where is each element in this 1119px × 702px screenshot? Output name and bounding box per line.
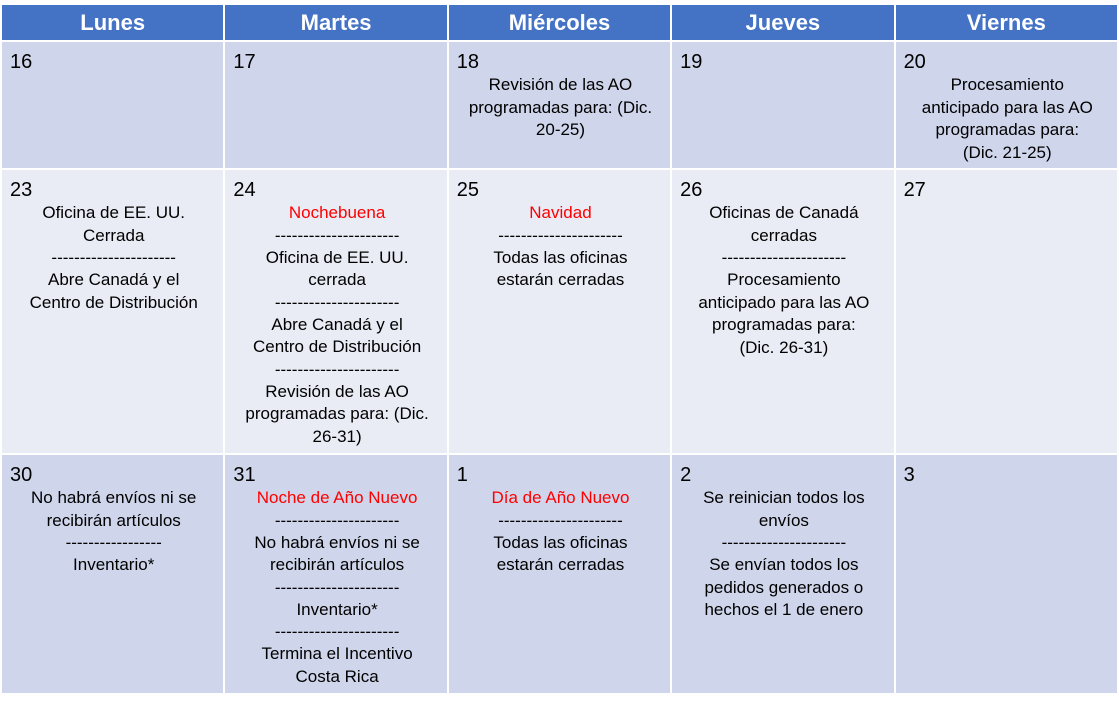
event-text: Oficinas de Canadá [709,203,859,222]
event-text: Procesamiento [727,270,841,289]
day-number: 25 [456,179,480,201]
event-text: anticipado para las AO [698,292,870,312]
day-number: 1 [456,464,468,486]
event-text: Abre Canadá y el [271,314,403,334]
holiday-label: Día de Año Nuevo [491,488,630,507]
day-cell [896,455,1117,693]
day-number: 19 [680,51,703,73]
event-text: recibirán artículos [46,510,181,530]
event-text: Inventario* [73,555,155,574]
week-row [2,42,1117,168]
separator-line: ----------------- [65,533,162,552]
header-tuesday: Martes [225,5,446,40]
event-text: (Dic. 26-31) [739,337,829,357]
event-text: programadas para: (Dic. [245,404,429,423]
day-cell [896,42,1117,168]
event-text: Se reinician todos los [703,488,865,507]
event-text: Oficina de EE. UU. [42,203,186,222]
holiday-label: Noche de Año Nuevo [256,488,418,507]
day-number: 23 [10,179,33,201]
event-text: estarán cerradas [496,555,625,574]
event-text: No habrá envíos ni se [254,532,420,552]
event-text: 20-25) [535,120,586,139]
event-text: hechos el 1 de enero [704,600,864,619]
day-cell [672,170,893,453]
day-number: 27 [903,179,926,201]
separator-line: ---------------------- [721,533,847,552]
day-number: 26 [680,179,703,201]
day-cell [896,170,1117,453]
day-cell [225,455,446,693]
day-number: 2 [680,464,692,486]
event-text: Revisión de las AO [265,381,409,401]
separator-line: ---------------------- [498,225,623,245]
event-text: anticipado para las AO [921,97,1093,117]
day-cell [672,42,893,168]
day-number: 20 [903,51,926,73]
event-text: estarán cerradas [496,270,625,289]
event-text: cerradas [750,225,817,245]
event-text: Centro de Distribución [252,337,422,356]
event-text: Abre Canadá y el [48,270,180,289]
day-cell [449,455,670,693]
holiday-label: Nochebuena [288,203,386,222]
day-number: 3 [903,464,915,486]
separator-line: ---------------------- [274,577,400,597]
week-row [2,455,1117,693]
day-cell [2,42,223,168]
event-text: Se envían todos los [709,555,859,574]
event-text: (Dic. 21-25) [962,142,1052,162]
day-cell [2,455,223,693]
separator-line: ---------------------- [721,248,847,267]
day-cell [672,455,893,693]
event-text: No habrá envíos ni se [31,488,197,507]
separator-line: ---------------------- [274,359,400,379]
day-number: 17 [233,51,256,73]
event-text: Centro de Distribución [29,292,198,312]
event-text: Costa Rica [295,666,379,686]
event-text: 26-31) [312,426,362,446]
event-text: envíos [758,510,809,530]
holiday-label: Navidad [529,203,592,222]
header-monday: Lunes [2,5,223,40]
event-text: programadas para: [712,315,856,334]
event-text: recibirán artículos [270,555,405,574]
separator-line: ---------------------- [274,292,400,312]
day-cell [225,170,446,453]
day-cell [449,170,670,453]
event-text: Todas las oficinas [493,532,628,552]
calendar-body [2,42,1117,693]
event-text: Termina el Incentivo [261,644,413,663]
event-text: Procesamiento [950,75,1064,94]
header-friday: Viernes [896,5,1117,40]
day-cell [2,170,223,453]
separator-line: ---------------------- [274,622,400,641]
calendar-table [0,3,1119,695]
event-text: Todas las oficinas [493,247,628,267]
day-number: 24 [233,179,256,201]
day-cell [225,42,446,168]
day-number: 18 [456,51,480,73]
event-text: cerrada [308,270,366,289]
event-text: Inventario* [296,599,378,619]
separator-line: ---------------------- [274,510,400,530]
event-text: pedidos generados o [704,577,864,597]
event-text: Cerrada [82,225,145,245]
day-number: 31 [233,464,256,486]
header-row [2,5,1117,40]
day-number: 30 [10,464,33,486]
event-text: Revisión de las AO programadas para: (Dic. [468,75,653,117]
event-text: programadas para: [935,120,1080,139]
day-number: 16 [10,51,33,73]
header-thursday: Jueves [672,5,893,40]
separator-line: ---------------------- [498,510,623,530]
separator-line: ---------------------- [51,248,176,267]
week-row [2,170,1117,453]
event-text: Oficina de EE. UU. [265,247,409,267]
day-cell [449,42,670,168]
separator-line: ---------------------- [274,225,400,245]
header-wednesday: Miércoles [449,5,670,40]
